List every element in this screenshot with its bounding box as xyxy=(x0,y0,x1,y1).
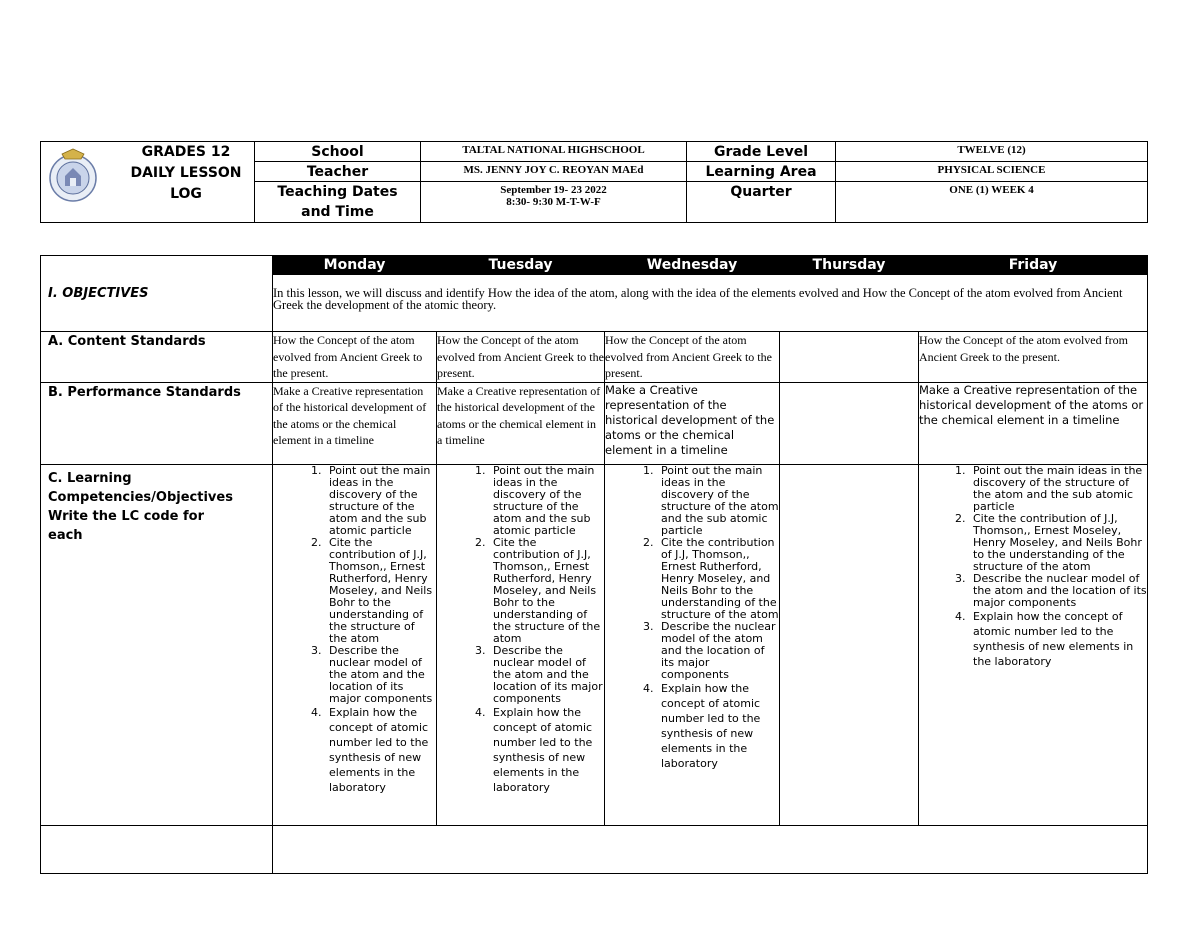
list-item: 4. Explain how the concept of atomic number led to the synthesis of new elements in the laboratory xyxy=(969,609,1147,669)
teacher-value: MS. JENNY JOY C. REOYAN MAEd xyxy=(421,162,686,182)
school-label: School xyxy=(255,142,420,162)
list-item: 2. Cite the contribution of J.J, Thomson,, Ernest Rutherford, Henry Moseley, and Neils Bohr to the understanding of the structure of the atom xyxy=(489,537,604,645)
teacher-label: Teacher xyxy=(255,162,420,182)
day-header-friday: Friday xyxy=(919,256,1148,275)
learning-competencies-label xyxy=(41,464,273,825)
quarter-value: ONE (1) WEEK 4 xyxy=(949,184,1034,196)
values-right-cell xyxy=(836,142,1148,223)
labels-right-cell xyxy=(687,142,836,223)
list-item: 3. Describe the nuclear model of the atom and the location of its major components xyxy=(657,621,779,681)
lesson-table xyxy=(40,255,1148,874)
content-standard-friday: How the Concept of the atom evolved from Ancient Greek to the present. xyxy=(919,332,1148,383)
content-standard-monday: How the Concept of the atom evolved from Ancient Greek to the present. xyxy=(273,332,437,383)
title-line3: LOG xyxy=(170,186,202,202)
performance-standard-wednesday: Make a Creative representation of the historical development of the atoms or the chemical element in a timeline xyxy=(605,382,780,464)
content-standard-thursday xyxy=(780,332,919,383)
list-item: 4. Explain how the concept of atomic number led to the synthesis of new elements in the laboratory xyxy=(657,681,779,771)
quarter-label: Quarter xyxy=(730,184,792,200)
list-item: 2. Cite the contribution of J.J, Thomson,, Ernest Rutherford, Henry Moseley, and Neils Bohr to the understanding of the structure of the atom xyxy=(325,537,436,645)
day-header-tuesday: Tuesday xyxy=(437,256,605,275)
title-line1: GRADES 12 xyxy=(141,144,231,160)
lc-friday-list xyxy=(919,465,1147,669)
dates-value-line2: 8:30- 9:30 M-T-W-F xyxy=(506,196,601,208)
objectives-text: In this lesson, we will discuss and identify How the idea of the atom, along with the idea of the elements evolved and How the Concept of the atom evolved from Ancient Greek the development of the atomic theory. xyxy=(273,275,1148,332)
performance-standard-thursday xyxy=(780,382,919,464)
list-item: 2. Cite the contribution of J.J, Thomson,, Ernest Rutherford, Henry Moseley, and Neils Bohr to the understanding of the structure of the atom xyxy=(657,537,779,621)
lc-tuesday-cell xyxy=(437,464,605,825)
lc-label-line4: each xyxy=(48,527,83,543)
list-item: 3. Describe the nuclear model of the atom and the location of its major components xyxy=(969,573,1147,609)
title-line2: DAILY LESSON xyxy=(130,165,242,181)
content-standards-label: A. Content Standards xyxy=(41,332,273,383)
performance-standard-tuesday: Make a Creative representation of the historical development of the atoms or the chemical element in a timeline xyxy=(437,382,605,464)
content-standard-wednesday: How the Concept of the atom evolved from Ancient Greek to the present. xyxy=(605,332,780,383)
day-header-thursday: Thursday xyxy=(780,256,919,275)
list-item: 1. Point out the main ideas in the discovery of the structure of the atom and the sub atomic particle xyxy=(489,465,604,537)
document-title xyxy=(118,142,254,205)
list-item: 4. Explain how the concept of atomic number led to the synthesis of new elements in the laboratory xyxy=(489,705,604,795)
performance-standard-monday: Make a Creative representation of the historical development of the atoms or the chemical element in a timeline xyxy=(273,382,437,464)
list-item: 1. Point out the main ideas in the discovery of the structure of the atom and the sub atomic particle xyxy=(969,465,1147,513)
lc-wednesday-cell xyxy=(605,464,780,825)
labels-left-cell xyxy=(255,142,421,223)
lc-wednesday-list xyxy=(605,465,779,771)
lc-friday-cell xyxy=(919,464,1148,825)
dates-value-line1: September 19- 23 2022 xyxy=(500,184,607,196)
lc-label-line3: Write the LC code for xyxy=(48,508,204,524)
list-item: 4. Explain how the concept of atomic number led to the synthesis of new elements in the laboratory xyxy=(325,705,436,795)
lc-label-line1: C. Learning xyxy=(48,470,132,486)
empty-label-cell xyxy=(41,825,273,873)
list-item: 1. Point out the main ideas in the discovery of the structure of the atom and the sub atomic particle xyxy=(657,465,779,537)
day-header-monday: Monday xyxy=(273,256,437,275)
list-item: 2. Cite the contribution of J.J, Thomson,, Ernest Moseley, Henry Moseley, and Neils Bohr to the understanding of the structure of the atom xyxy=(969,513,1147,573)
lc-monday-cell xyxy=(273,464,437,825)
values-left-cell xyxy=(421,142,687,223)
dates-label xyxy=(255,182,420,222)
lc-thursday-cell xyxy=(780,464,919,825)
day-header-wednesday: Wednesday xyxy=(605,256,780,275)
lc-monday-list xyxy=(273,465,436,795)
grade-value: TWELVE (12) xyxy=(836,142,1147,162)
list-item: 3. Describe the nuclear model of the atom and the location of its major components xyxy=(489,645,604,705)
performance-standards-label: B. Performance Standards xyxy=(41,382,273,464)
lc-label-line2: Competencies/Objectives xyxy=(48,489,233,505)
dates-label-line1: Teaching Dates xyxy=(277,184,398,200)
grade-label: Grade Level xyxy=(687,142,835,162)
lc-tuesday-list xyxy=(437,465,604,795)
empty-content-cell xyxy=(273,825,1148,873)
performance-standard-friday: Make a Creative representation of the historical development of the atoms or the chemical element in a timeline xyxy=(919,382,1148,464)
list-item: 3. Describe the nuclear model of the atom and the location of its major components xyxy=(325,645,436,705)
school-value: TALTAL NATIONAL HIGHSCHOOL xyxy=(421,142,686,162)
area-value: PHYSICAL SCIENCE xyxy=(836,162,1147,182)
dates-value xyxy=(421,182,686,208)
area-label: Learning Area xyxy=(687,162,835,182)
dates-label-line2: and Time xyxy=(301,204,374,220)
list-item: 1. Point out the main ideas in the discovery of the structure of the atom and the sub atomic particle xyxy=(325,465,436,537)
deped-seal-icon xyxy=(48,146,98,206)
objectives-label: I. OBJECTIVES xyxy=(41,256,273,332)
content-standard-tuesday: How the Concept of the atom evolved from Ancient Greek to the present. xyxy=(437,333,604,380)
